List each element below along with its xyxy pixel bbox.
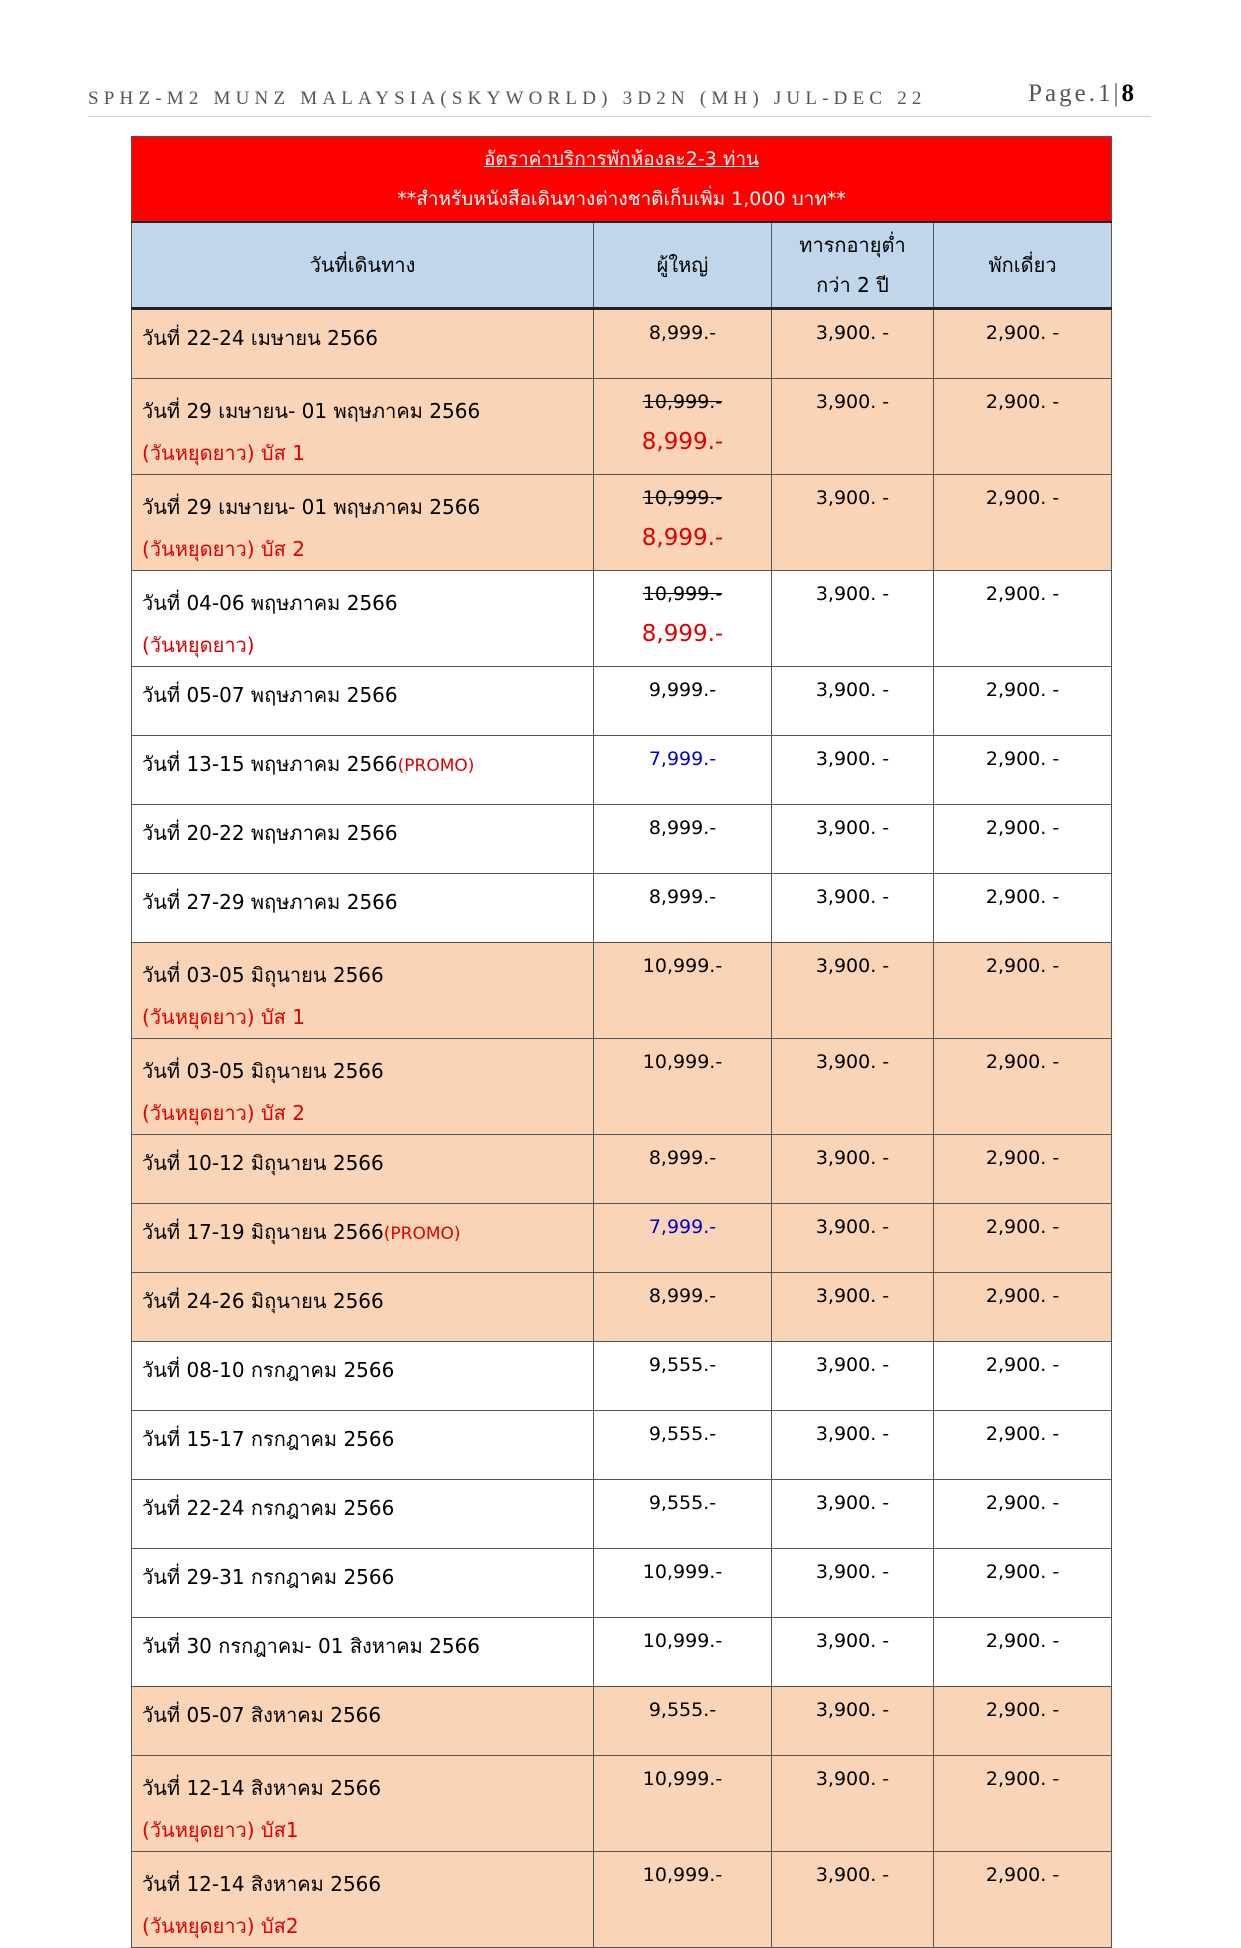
page-label: Page.1	[1028, 80, 1114, 107]
single-supplement-cell	[934, 1852, 1112, 1948]
banner-title: อัตราค่าบริการพักห้องละ2-3 ท่าน	[484, 148, 760, 170]
travel-date: วันที่ 12-14 สิงหาคม 2566	[142, 1776, 382, 1800]
adult-price: 10,999.-	[642, 1630, 723, 1652]
adult-price: 8,999.-	[648, 1147, 717, 1169]
travel-date: วันที่ 22-24 เมษายน 2566	[142, 326, 378, 350]
travel-date-line	[142, 1284, 593, 1318]
adult-price-cell	[594, 475, 772, 571]
single-supplement-cell	[934, 1687, 1112, 1756]
travel-date-line	[142, 1050, 593, 1092]
infant-price: 3,900. -	[815, 1216, 890, 1238]
adult-price-cell	[594, 309, 772, 379]
single-supplement-price: 2,900. -	[985, 1423, 1060, 1445]
infant-price-cell	[772, 874, 934, 943]
single-supplement-price: 2,900. -	[985, 1216, 1060, 1238]
table-row	[132, 1756, 1112, 1852]
travel-date-line	[142, 1767, 593, 1809]
adult-price-cell	[594, 1549, 772, 1618]
infant-price-cell	[772, 1342, 934, 1411]
single-supplement-cell	[934, 667, 1112, 736]
table-row	[132, 309, 1112, 379]
date-cell	[132, 1342, 594, 1411]
price-table	[131, 136, 1112, 1948]
document-title: SPHZ-M2 MUNZ MALAYSIA(SKYWORLD) 3D2N (MH) JUL-DEC 22	[88, 88, 927, 109]
infant-price: 3,900. -	[815, 322, 890, 344]
single-supplement-cell	[934, 1039, 1112, 1135]
travel-date-line	[142, 885, 593, 919]
infant-price: 3,900. -	[815, 1354, 890, 1376]
table-row	[132, 805, 1112, 874]
infant-price: 3,900. -	[815, 955, 890, 977]
single-supplement-price: 2,900. -	[985, 1147, 1060, 1169]
single-supplement-cell	[934, 1618, 1112, 1687]
date-cell	[132, 571, 594, 667]
infant-price-cell	[772, 1039, 934, 1135]
table-row	[132, 1852, 1112, 1948]
travel-date: วันที่ 04-06 พฤษภาคม 2566	[142, 591, 398, 615]
single-supplement-price: 2,900. -	[985, 1768, 1060, 1790]
travel-date: วันที่ 05-07 พฤษภาคม 2566	[142, 683, 398, 707]
adult-promo-price: 7,999.-	[648, 748, 717, 770]
single-supplement-cell	[934, 475, 1112, 571]
date-cell	[132, 1135, 594, 1204]
table-row	[132, 1549, 1112, 1618]
single-supplement-price: 2,900. -	[985, 886, 1060, 908]
infant-price: 3,900. -	[815, 1699, 890, 1721]
table-row	[132, 379, 1112, 475]
infant-price-cell	[772, 1852, 934, 1948]
table-row	[132, 475, 1112, 571]
travel-date: วันที่ 24-26 มิถุนายน 2566	[142, 1289, 384, 1313]
infant-price-cell	[772, 309, 934, 379]
adult-price-cell	[594, 1273, 772, 1342]
travel-date: วันที่ 10-12 มิถุนายน 2566	[142, 1151, 384, 1175]
adult-price-cell	[594, 1411, 772, 1480]
adult-original-price: 10,999.-	[642, 583, 723, 605]
adult-price-cell	[594, 1852, 772, 1948]
column-header-row	[132, 222, 1112, 309]
travel-date-line	[142, 321, 593, 355]
single-supplement-price: 2,900. -	[985, 748, 1060, 770]
date-cell	[132, 1411, 594, 1480]
adult-sale-price: 8,999.-	[641, 429, 724, 455]
date-cell	[132, 1852, 594, 1948]
single-supplement-price: 2,900. -	[985, 1699, 1060, 1721]
infant-price-cell	[772, 1480, 934, 1549]
travel-date-line	[142, 1215, 593, 1249]
infant-price-cell	[772, 1549, 934, 1618]
date-cell	[132, 1549, 594, 1618]
table-row	[132, 1342, 1112, 1411]
date-cell	[132, 379, 594, 475]
single-supplement-price: 2,900. -	[985, 1630, 1060, 1652]
infant-price: 3,900. -	[815, 1492, 890, 1514]
travel-date-line	[142, 1353, 593, 1387]
single-supplement-cell	[934, 736, 1112, 805]
date-cell	[132, 1204, 594, 1273]
infant-price: 3,900. -	[815, 487, 890, 509]
travel-date-line	[142, 1146, 593, 1180]
holiday-note: (วันหยุดยาว) บัส1	[142, 1818, 299, 1842]
travel-date-line	[142, 1491, 593, 1525]
column-header-adult: ผู้ใหญ่	[594, 222, 772, 309]
infant-price: 3,900. -	[815, 1051, 890, 1073]
holiday-note: (วันหยุดยาว) บัส 2	[142, 1101, 305, 1125]
infant-price-cell	[772, 475, 934, 571]
adult-sale-price: 8,999.-	[641, 525, 724, 551]
single-supplement-cell	[934, 1411, 1112, 1480]
infant-price-cell	[772, 1687, 934, 1756]
adult-price-cell	[594, 1204, 772, 1273]
adult-price: 10,999.-	[642, 955, 723, 977]
adult-price: 8,999.-	[648, 886, 717, 908]
adult-price-cell	[594, 874, 772, 943]
adult-price-cell	[594, 736, 772, 805]
date-cell	[132, 475, 594, 571]
infant-price-cell	[772, 1618, 934, 1687]
single-supplement-cell	[934, 309, 1112, 379]
adult-price-cell	[594, 1480, 772, 1549]
travel-date: วันที่ 29 เมษายน- 01 พฤษภาคม 2566	[142, 495, 481, 519]
travel-date: วันที่ 12-14 สิงหาคม 2566	[142, 1872, 382, 1896]
date-cell	[132, 1756, 594, 1852]
travel-date-line	[142, 954, 593, 996]
date-cell	[132, 805, 594, 874]
infant-price-cell	[772, 1273, 934, 1342]
adult-price-cell	[594, 379, 772, 475]
table-row	[132, 1618, 1112, 1687]
infant-price-cell	[772, 1756, 934, 1852]
single-supplement-price: 2,900. -	[985, 583, 1060, 605]
date-cell	[132, 1480, 594, 1549]
travel-date: วันที่ 30 กรกฎาคม- 01 สิงหาคม 2566	[142, 1634, 481, 1658]
column-header-infant	[772, 222, 934, 309]
travel-date: วันที่ 29-31 กรกฎาคม 2566	[142, 1565, 395, 1589]
date-cell	[132, 1618, 594, 1687]
travel-date: วันที่ 15-17 กรกฎาคม 2566	[142, 1427, 395, 1451]
price-banner-row	[132, 137, 1112, 223]
single-supplement-cell	[934, 805, 1112, 874]
single-supplement-cell	[934, 943, 1112, 1039]
infant-price-cell	[772, 379, 934, 475]
promo-tag: (PROMO)	[383, 1224, 461, 1244]
single-supplement-cell	[934, 874, 1112, 943]
travel-date: วันที่ 17-19 มิถุนายน 2566	[142, 1220, 384, 1244]
adult-price-cell	[594, 805, 772, 874]
travel-date-line	[142, 816, 593, 850]
single-supplement-cell	[934, 1204, 1112, 1273]
column-header-single: พักเดี่ยว	[934, 222, 1112, 309]
travel-date: วันที่ 29 เมษายน- 01 พฤษภาคม 2566	[142, 399, 481, 423]
travel-date: วันที่ 03-05 มิถุนายน 2566	[142, 1059, 384, 1083]
travel-date: วันที่ 03-05 มิถุนายน 2566	[142, 963, 384, 987]
single-supplement-price: 2,900. -	[985, 1051, 1060, 1073]
infant-price-cell	[772, 943, 934, 1039]
table-row	[132, 1273, 1112, 1342]
column-header-date: วันที่เดินทาง	[132, 222, 594, 309]
travel-date-line	[142, 1560, 593, 1594]
table-row	[132, 667, 1112, 736]
price-banner	[132, 137, 1112, 223]
table-row	[132, 943, 1112, 1039]
adult-price: 10,999.-	[642, 1768, 723, 1790]
table-row	[132, 874, 1112, 943]
infant-price-cell	[772, 571, 934, 667]
holiday-note: (วันหยุดยาว) บัส 1	[142, 441, 305, 465]
table-row	[132, 1411, 1112, 1480]
infant-price: 3,900. -	[815, 1630, 890, 1652]
table-row	[132, 1204, 1112, 1273]
table-row	[132, 736, 1112, 805]
infant-price: 3,900. -	[815, 1423, 890, 1445]
date-cell	[132, 943, 594, 1039]
infant-price: 3,900. -	[815, 679, 890, 701]
travel-date: วันที่ 22-24 กรกฎาคม 2566	[142, 1496, 395, 1520]
date-cell	[132, 1687, 594, 1756]
infant-price: 3,900. -	[815, 1768, 890, 1790]
travel-date: วันที่ 13-15 พฤษภาคม 2566	[142, 752, 398, 776]
adult-price: 10,999.-	[642, 1051, 723, 1073]
single-supplement-cell	[934, 1135, 1112, 1204]
adult-price: 10,999.-	[642, 1864, 723, 1886]
infant-price: 3,900. -	[815, 817, 890, 839]
adult-price-cell	[594, 1687, 772, 1756]
banner-foreign-passport-note: **สำหรับหนังสือเดินทางต่างชาติเก็บเพิ่ม 1,000 บาท**	[397, 188, 846, 210]
adult-price: 9,555.-	[648, 1423, 717, 1445]
travel-date-line	[142, 1629, 593, 1663]
single-supplement-cell	[934, 1756, 1112, 1852]
travel-date: วันที่ 05-07 สิงหาคม 2566	[142, 1703, 382, 1727]
holiday-note: (วันหยุดยาว) บัส2	[142, 1914, 299, 1938]
adult-price-cell	[594, 571, 772, 667]
infant-price: 3,900. -	[815, 886, 890, 908]
travel-date: วันที่ 27-29 พฤษภาคม 2566	[142, 890, 398, 914]
adult-price: 9,555.-	[648, 1699, 717, 1721]
infant-price: 3,900. -	[815, 1561, 890, 1583]
single-supplement-price: 2,900. -	[985, 817, 1060, 839]
single-supplement-price: 2,900. -	[985, 322, 1060, 344]
travel-date: วันที่ 08-10 กรกฎาคม 2566	[142, 1358, 395, 1382]
travel-date-line	[142, 1863, 593, 1905]
single-supplement-price: 2,900. -	[985, 1492, 1060, 1514]
holiday-note: (วันหยุดยาว) บัส 1	[142, 1005, 305, 1029]
adult-price-cell	[594, 943, 772, 1039]
date-cell	[132, 874, 594, 943]
single-supplement-price: 2,900. -	[985, 1864, 1060, 1886]
single-supplement-price: 2,900. -	[985, 1285, 1060, 1307]
adult-promo-price: 7,999.-	[648, 1216, 717, 1238]
column-header-infant-line2: กว่า 2 ปี	[816, 273, 889, 297]
date-cell	[132, 667, 594, 736]
date-cell	[132, 736, 594, 805]
column-header-infant-line1: ทารกอายุต่ำ	[799, 233, 906, 257]
table-row	[132, 1039, 1112, 1135]
adult-price: 9,999.-	[648, 679, 717, 701]
single-supplement-cell	[934, 379, 1112, 475]
travel-date-line	[142, 390, 593, 432]
travel-date-line	[142, 582, 593, 624]
table-row	[132, 1135, 1112, 1204]
single-supplement-cell	[934, 1480, 1112, 1549]
infant-price: 3,900. -	[815, 1285, 890, 1307]
adult-price-cell	[594, 1039, 772, 1135]
date-cell	[132, 309, 594, 379]
infant-price-cell	[772, 1411, 934, 1480]
adult-price: 8,999.-	[648, 817, 717, 839]
adult-original-price: 10,999.-	[642, 487, 723, 509]
infant-price: 3,900. -	[815, 583, 890, 605]
adult-price: 10,999.-	[642, 1561, 723, 1583]
adult-original-price: 10,999.-	[642, 391, 723, 413]
single-supplement-price: 2,900. -	[985, 391, 1060, 413]
infant-price-cell	[772, 1204, 934, 1273]
promo-tag: (PROMO)	[397, 756, 475, 776]
adult-price-cell	[594, 1135, 772, 1204]
infant-price: 3,900. -	[815, 748, 890, 770]
single-supplement-cell	[934, 1342, 1112, 1411]
adult-price: 9,555.-	[648, 1354, 717, 1376]
adult-price: 8,999.-	[648, 322, 717, 344]
travel-date-line	[142, 1698, 593, 1732]
infant-price-cell	[772, 736, 934, 805]
adult-price-cell	[594, 1342, 772, 1411]
travel-date: วันที่ 20-22 พฤษภาคม 2566	[142, 821, 398, 845]
adult-price-cell	[594, 667, 772, 736]
adult-sale-price: 8,999.-	[641, 621, 724, 647]
single-supplement-cell	[934, 1273, 1112, 1342]
infant-price: 3,900. -	[815, 391, 890, 413]
page-number: 8	[1121, 80, 1137, 107]
single-supplement-cell	[934, 1549, 1112, 1618]
date-cell	[132, 1273, 594, 1342]
adult-price: 9,555.-	[648, 1492, 717, 1514]
adult-price-cell	[594, 1618, 772, 1687]
single-supplement-price: 2,900. -	[985, 487, 1060, 509]
infant-price: 3,900. -	[815, 1147, 890, 1169]
page-header	[88, 80, 1151, 117]
travel-date-line	[142, 678, 593, 712]
date-cell	[132, 1039, 594, 1135]
holiday-note: (วันหยุดยาว)	[142, 633, 255, 657]
single-supplement-cell	[934, 571, 1112, 667]
single-supplement-price: 2,900. -	[985, 1354, 1060, 1376]
adult-price: 8,999.-	[648, 1285, 717, 1307]
single-supplement-price: 2,900. -	[985, 679, 1060, 701]
single-supplement-price: 2,900. -	[985, 1561, 1060, 1583]
infant-price: 3,900. -	[815, 1864, 890, 1886]
page-indicator	[1028, 80, 1137, 108]
travel-date-line	[142, 486, 593, 528]
travel-date-line	[142, 1422, 593, 1456]
single-supplement-price: 2,900. -	[985, 955, 1060, 977]
infant-price-cell	[772, 1135, 934, 1204]
holiday-note: (วันหยุดยาว) บัส 2	[142, 537, 305, 561]
table-row	[132, 571, 1112, 667]
adult-price-cell	[594, 1756, 772, 1852]
travel-date-line	[142, 747, 593, 781]
table-row	[132, 1480, 1112, 1549]
page-separator: |	[1113, 80, 1122, 107]
infant-price-cell	[772, 805, 934, 874]
table-row	[132, 1687, 1112, 1756]
infant-price-cell	[772, 667, 934, 736]
